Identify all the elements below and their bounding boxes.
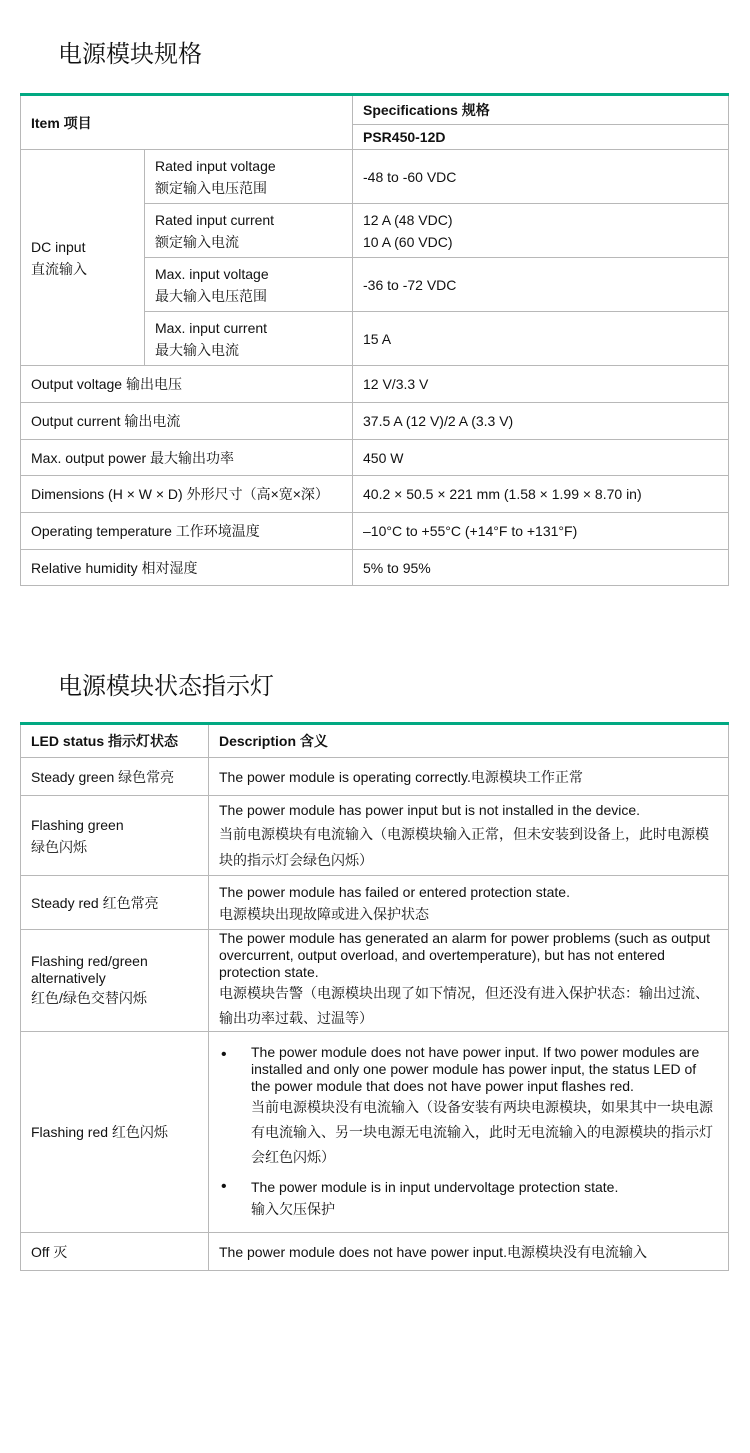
table-row	[21, 930, 729, 1032]
led-description: The power module has failed or entered protection state. 电源模块出现故障或进入保护状态	[209, 876, 729, 930]
table-row	[21, 550, 729, 586]
bullet-list	[219, 1044, 718, 1220]
table-row	[21, 403, 729, 440]
row-value: 450 W	[353, 440, 729, 476]
led-status: Steady red 红色常亮	[21, 876, 209, 930]
row-label: Max. output power 最大输出功率	[21, 440, 353, 476]
spec-header: Specifications 规格	[353, 95, 729, 125]
led-status: Flashing red 红色闪烁	[21, 1032, 209, 1233]
led-section-title: 电源模块状态指示灯	[58, 672, 274, 700]
row-label: Output current 输出电流	[21, 403, 353, 440]
table-row	[21, 476, 729, 513]
led-status: Off 灭	[21, 1233, 209, 1271]
model-header: PSR450-12D	[353, 125, 729, 150]
table-row	[21, 150, 729, 204]
row-value: 12 V/3.3 V	[353, 366, 729, 403]
table-row	[21, 796, 729, 876]
row-label: Max. input current 最大输入电流	[145, 312, 353, 366]
list-item: • The power module is in input undervoltage protection state. 输入欠压保护	[219, 1176, 718, 1220]
row-value: 37.5 A (12 V)/2 A (3.3 V)	[353, 403, 729, 440]
led-header-row	[21, 724, 729, 758]
list-item: • The power module does not have power input. If two power modules are installed and only one power module has power input, the status LED of the power module that does not have power input flashes red. 当前电源模块没有电流输入（设备安装有两块电源模块，如果其中一块电源有电流输入、另一块电源无电流输入，此时无电流输入的电源模块的指示灯会红色闪烁）	[219, 1044, 718, 1170]
row-label: Rated input voltage 额定输入电压范围	[145, 150, 353, 204]
table-row	[21, 366, 729, 403]
led-status-header: LED status 指示灯状态	[21, 724, 209, 758]
row-label: Output voltage 输出电压	[21, 366, 353, 403]
row-value: 5% to 95%	[353, 550, 729, 586]
spec-header-row	[21, 95, 729, 125]
row-value: -48 to -60 VDC	[353, 150, 729, 204]
row-label: Relative humidity 相对湿度	[21, 550, 353, 586]
table-row	[21, 758, 729, 796]
led-status: Steady green 绿色常亮	[21, 758, 209, 796]
row-value: -36 to -72 VDC	[353, 258, 729, 312]
led-description	[209, 1032, 729, 1233]
item-header: Item 项目	[21, 95, 353, 150]
row-label: Dimensions (H × W × D) 外形尺寸（高×宽×深）	[21, 476, 353, 513]
row-value: 15 A	[353, 312, 729, 366]
row-value: –10°C to +55°C (+14°F to +131°F)	[353, 513, 729, 550]
led-status: Flashing green 绿色闪烁	[21, 796, 209, 876]
led-description: The power module has power input but is not installed in the device. 当前电源模块有电流输入（电源模块输入正常，但未安装到设备上，此时电源模块的指示灯会绿色闪烁）	[209, 796, 729, 876]
row-label: Max. input voltage 最大输入电压范围	[145, 258, 353, 312]
led-description: The power module has generated an alarm for power problems (such as output overcurrent, output overload, and overtemperature), but has not entered protection state. 电源模块告警（电源模块出现了如下情况，但还没有进入保护状态：输出过流、输出功率过载、过温等）	[209, 930, 729, 1032]
dc-input-label: DC input 直流输入	[21, 150, 145, 366]
row-label: Operating temperature 工作环境温度	[21, 513, 353, 550]
table-row	[21, 876, 729, 930]
spec-table	[20, 93, 729, 586]
spec-section-title: 电源模块规格	[58, 40, 202, 68]
table-row	[21, 440, 729, 476]
led-status: Flashing red/green alternatively 红色/绿色交替闪烁	[21, 930, 209, 1032]
description-header: Description 含义	[209, 724, 729, 758]
led-description: The power module does not have power input.电源模块没有电流输入	[209, 1233, 729, 1271]
table-row	[21, 1233, 729, 1271]
led-description: The power module is operating correctly.电源模块工作正常	[209, 758, 729, 796]
led-status-table	[20, 722, 729, 1271]
row-value: 40.2 × 50.5 × 221 mm (1.58 × 1.99 × 8.70 in)	[353, 476, 729, 513]
table-row	[21, 513, 729, 550]
table-row	[21, 1032, 729, 1233]
row-value: 12 A (48 VDC) 10 A (60 VDC)	[353, 204, 729, 258]
row-label: Rated input current 额定输入电流	[145, 204, 353, 258]
